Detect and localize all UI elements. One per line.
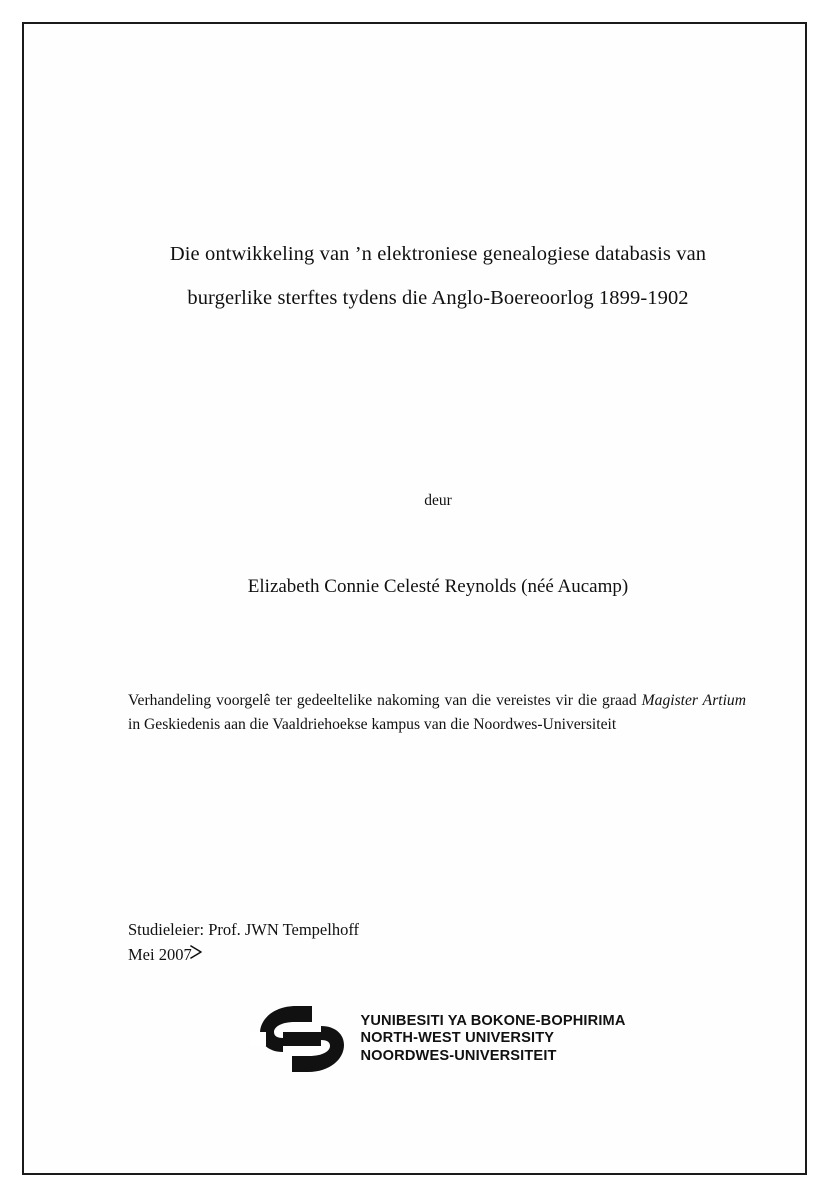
supervisor-line: Studieleier: Prof. JWN Tempelhoff <box>128 920 360 939</box>
author-name: Elizabeth Connie Celesté Reynolds (néé Aucamp) <box>247 576 629 597</box>
logo-line-1: YUNIBESITI YA BOKONE-BOPHIRIMA <box>360 1012 626 1029</box>
page-title <box>102 232 774 320</box>
title-line-2: burgerlike sterftes tydens die Anglo-Boereoorlog 1899-1902 <box>187 287 689 309</box>
degree-name: Magister Artium <box>641 692 746 709</box>
date-line-wrap <box>128 942 192 967</box>
logo-text <box>360 1013 625 1066</box>
statement-part-2: in Geskiedenis aan die Vaaldriehoekse kampus van die Noordwes-Universiteit <box>128 716 617 733</box>
title-page-content <box>102 64 774 1134</box>
supervisor-and-date <box>128 917 746 967</box>
degree-statement <box>128 689 746 737</box>
date-line: Mei 2007 <box>128 945 192 964</box>
statement-part-1: Verhandeling voorgelê ter gedeeltelike nakoming van die vereistes vir die graad <box>128 692 642 709</box>
logo-wrap <box>250 1002 625 1076</box>
title-line-1: Die ontwikkeling van ’n elektroniese genealogiese databasis van <box>169 243 707 265</box>
university-logo-block <box>102 1002 774 1076</box>
logo-line-2: NORTH-WEST UNIVERSITY <box>360 1030 555 1047</box>
page-border <box>22 22 807 1175</box>
logo-line-3: NOORDWES-UNIVERSITEIT <box>360 1047 557 1064</box>
by-label: deur <box>424 492 452 509</box>
north-west-university-logo-icon <box>250 1002 354 1076</box>
